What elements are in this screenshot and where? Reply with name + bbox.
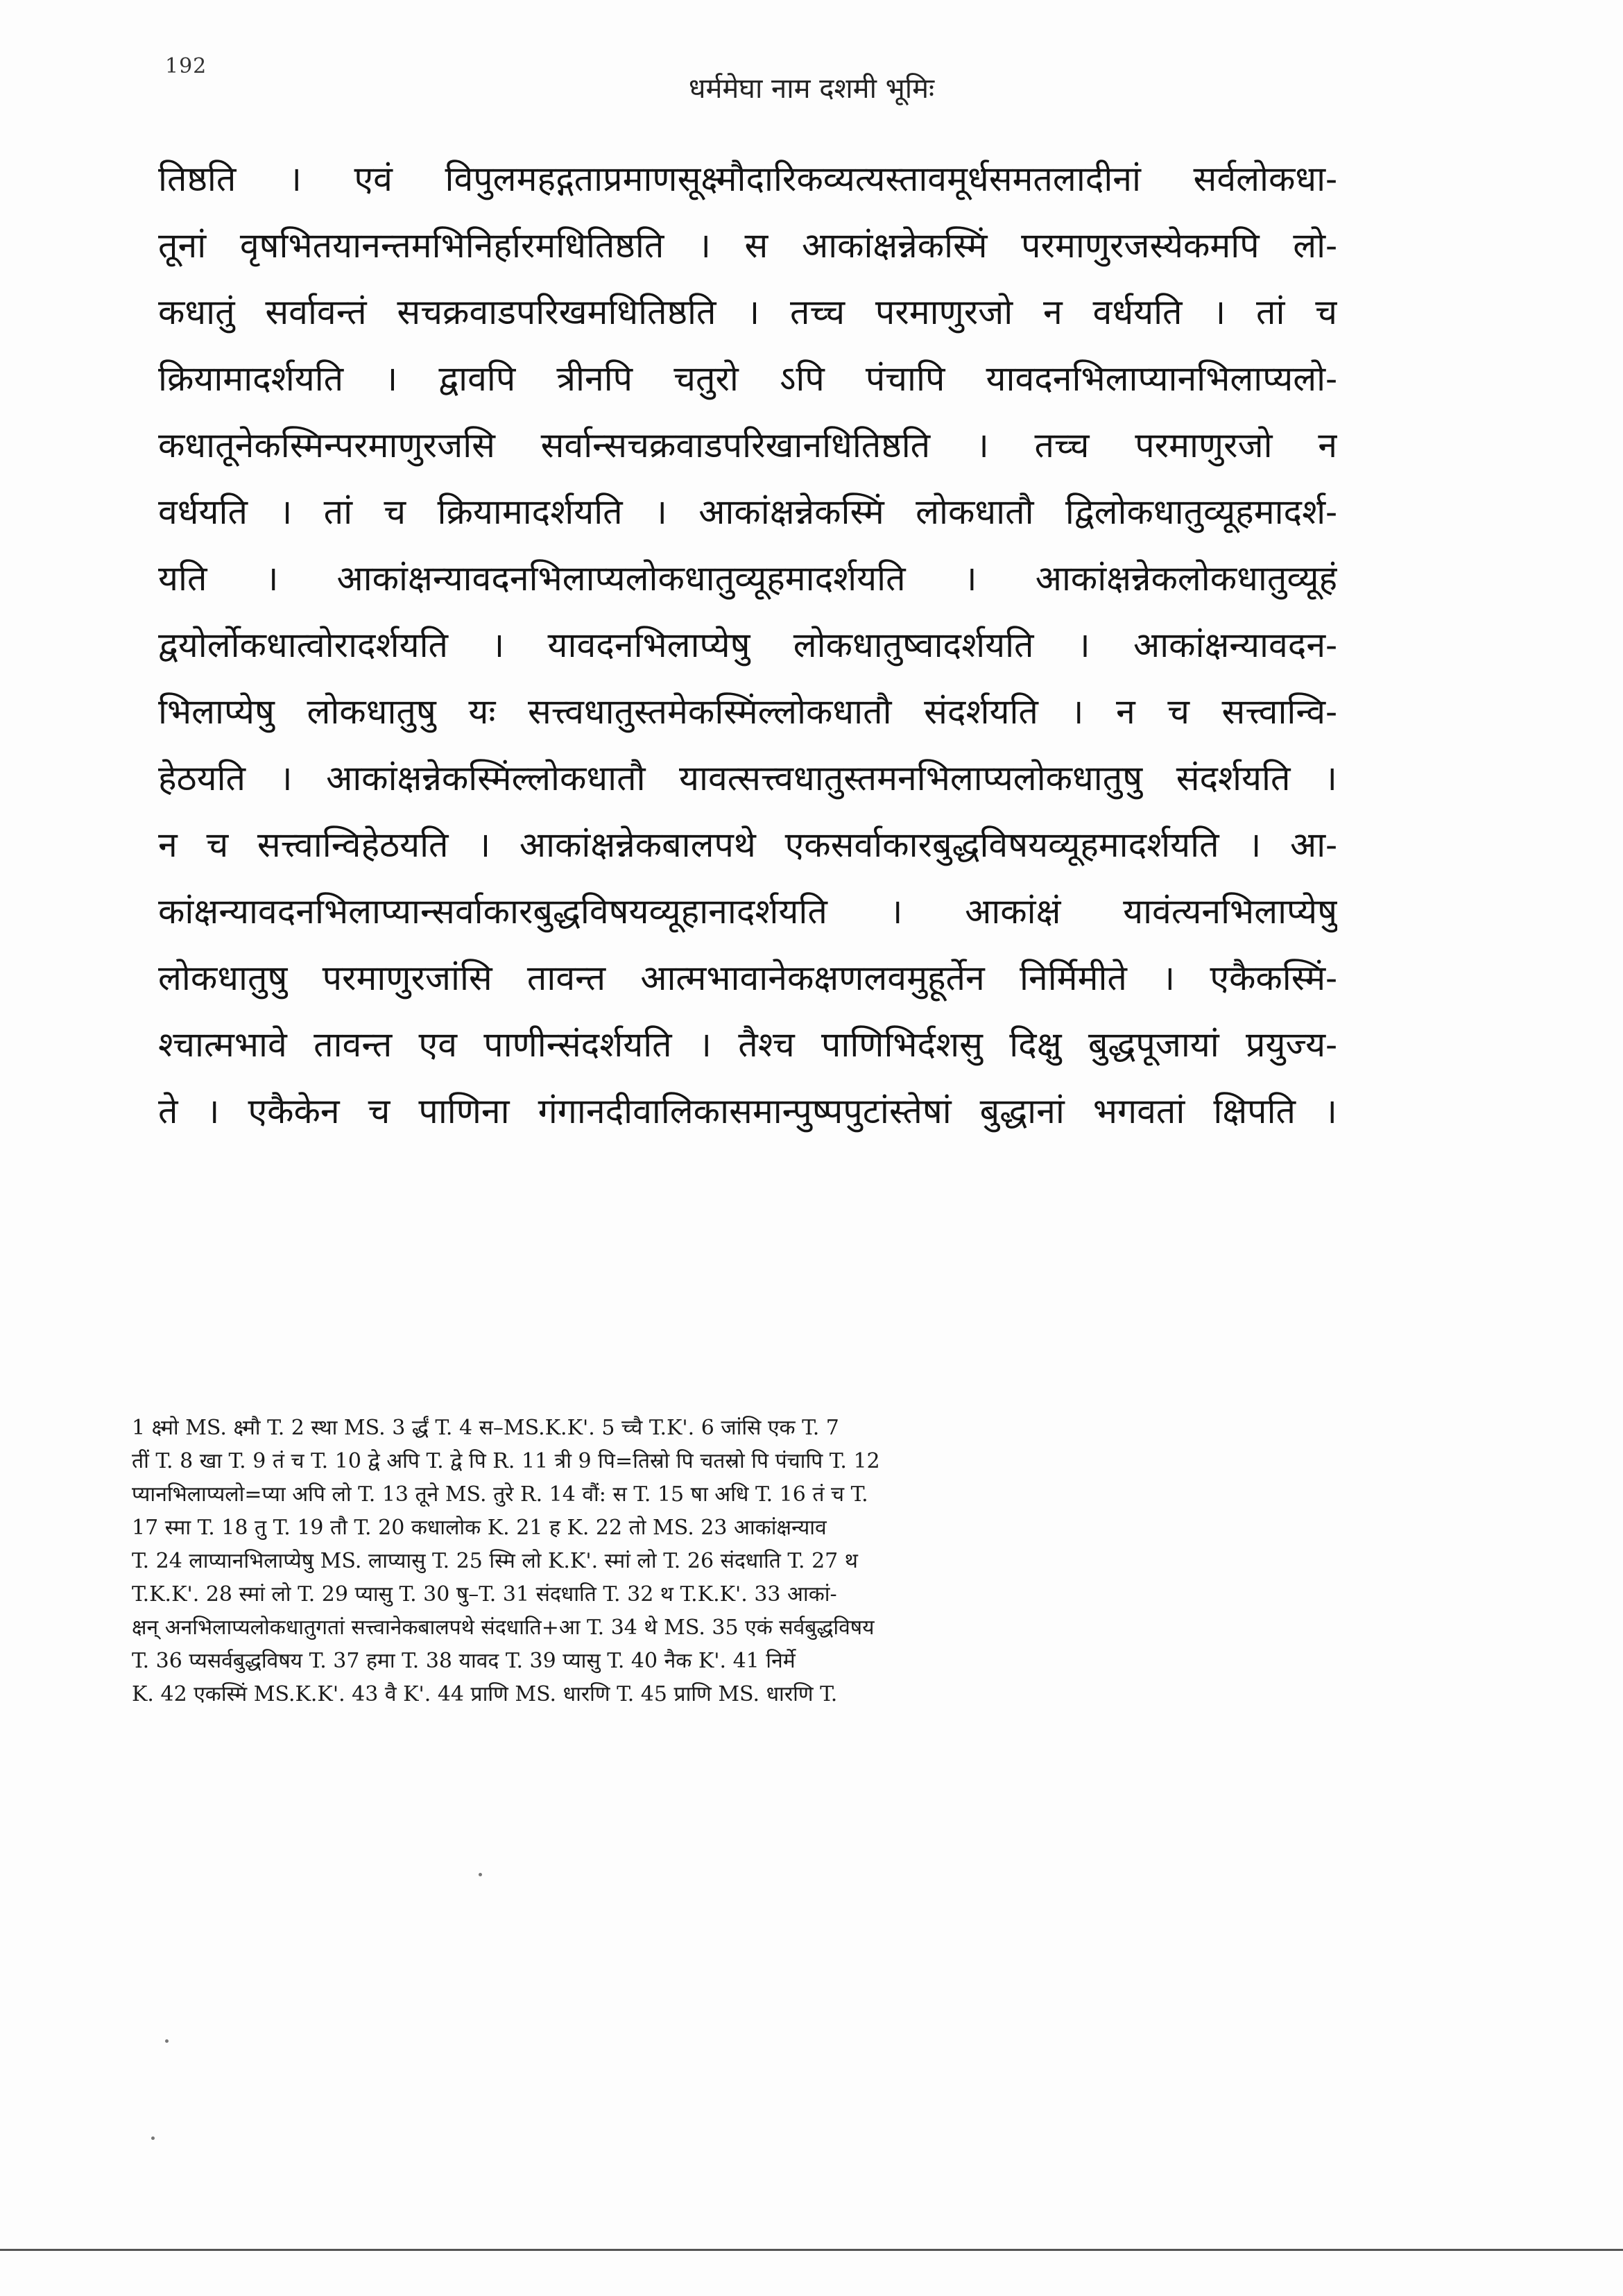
text-line: कधातूनेकस्मिन्परमाणुरजसि सर्वान्सचक्रवाडपरिखानधितिष्ठति । तच्च परमाणुरजो न xyxy=(158,425,1337,465)
bottom-rule xyxy=(0,2249,1623,2251)
text-line: वर्धयति । तां च क्रियामादर्शयति । आकांक्षन्नेकस्मिं लोकधातौ द्विलोकधातुव्यूहमादर्श- xyxy=(158,492,1337,532)
scan-speck xyxy=(479,1873,482,1876)
text-line: क्रियामादर्शयति । द्वावपि त्रीनपि चतुरो ऽपि पंचापि यावदनभिलाप्यानभिलाप्यलो- xyxy=(158,359,1337,399)
text-line: यति । आकांक्षन्यावदनभिलाप्यलोकधातुव्यूहमादर्शयति । आकांक्षन्नेकलोकधातुव्यूहं xyxy=(158,558,1337,599)
scan-speck xyxy=(151,2136,155,2140)
text-line: ते । एकैकेन च पाणिना गंगानदीवालिकासमान्पुष्पपुटांस्तेषां बुद्धानां भगवतां क्षिपति । xyxy=(158,1091,1337,1131)
footnote-line: प्यानभिलाप्यलो=प्या अपि लो T. 13 तूने MS. तुरे R. 14 वौं: स T. 15 षा अधि T. 16 तं च T. xyxy=(132,1482,868,1507)
footnote-line: क्षन् अनभिलाप्यलोकधातुगतां सत्त्वानेकबालपथे संदधाति+आ T. 34 थे MS. 35 एकं सर्वबुद्धविषय xyxy=(132,1616,875,1640)
text-line: कधातुं सर्वावन्तं सचक्रवाडपरिखमधितिष्ठति । तच्च परमाणुरजो न वर्धयति । तां च xyxy=(158,292,1337,332)
text-line: हेठयति । आकांक्षन्नेकस्मिंल्लोकधातौ यावत्सत्त्वधातुस्तमनभिलाप्यलोकधातुषु संदर्शयति । xyxy=(158,758,1337,798)
text-line: लोकधातुषु परमाणुरजांसि तावन्त आत्मभावानेकक्षणलवमुहूर्तेन निर्मिमीते । एकैकस्मिं- xyxy=(158,958,1337,998)
footnote-line: T. 24 लाप्यानभिलाप्येषु MS. लाप्यासु T. 25 स्मि लो K.K'. स्मां लो T. 26 संदधाति T. 27 थ xyxy=(132,1549,858,1573)
text-line: तिष्ठति । एवं विपुलमहद्गताप्रमाणसूक्ष्मौदारिकव्यत्यस्तावमूर्धसमतलादीनां सर्वलोकधा- xyxy=(158,159,1337,199)
page-number: 192 xyxy=(165,54,207,78)
main-text-block xyxy=(158,146,1337,1145)
text-line: कांक्षन्यावदनभिलाप्यान्सर्वाकारबुद्धविषयव्यूहानादर्शयति । आकांक्षं यावंत्यनभिलाप्येषु xyxy=(158,891,1337,932)
text-line: श्चात्मभावे तावन्त एव पाणीन्संदर्शयति । तैश्च पाणिभिर्दशसु दिक्षु बुद्धपूजायां प्रयुज्य- xyxy=(158,1025,1337,1065)
footnote-line: 1 क्ष्मो MS. क्ष्मौ T. 2 स्था MS. 3 र्द्धं T. 4 स–MS.K.K'. 5 च्चै T.K'. 6 जांसि एक T. 7 xyxy=(132,1416,839,1440)
footnote-line: T.K.K'. 28 स्मां लो T. 29 प्यासु T. 30 षु–T. 31 संदधाति T. 32 थ T.K.K'. 33 आकां- xyxy=(132,1582,837,1607)
footnotes-block xyxy=(132,1412,1339,1711)
scan-speck xyxy=(165,2039,169,2043)
text-line: तूनां वृषभितयानन्तमभिनिर्हारमधितिष्ठति । स आकांक्षन्नेकस्मिं परमाणुरजस्येकमपि लो- xyxy=(158,225,1337,266)
text-line: द्वयोर्लोकधात्वोरादर्शयति । यावदनभिलाप्येषु लोकधातुष्वादर्शयति । आकांक्षन्यावदन- xyxy=(158,625,1337,665)
footnote-line: T. 36 प्यसर्वबुद्धविषय T. 37 हमा T. 38 यावद T. 39 प्यासु T. 40 नैक K'. 41 निर्मे xyxy=(132,1649,796,1673)
text-line: भिलाप्येषु लोकधातुषु यः सत्त्वधातुस्तमेकस्मिंल्लोकधातौ संदर्शयति । न च सत्त्वान्वि- xyxy=(158,692,1337,732)
footnote-line: 17 स्मा T. 18 तु T. 19 तौ T. 20 कधालोक K. 21 ह K. 22 तो MS. 23 आकांक्षन्याव xyxy=(132,1516,827,1540)
running-head: धर्ममेघा नाम दशमी भूमिः xyxy=(688,73,935,105)
footnote-line: तीं T. 8 खा T. 9 तं च T. 10 द्वे अपि T. द्वे पि R. 11 त्री 9 पि=तिस्रो पि चतस्रो पि पंचापि T. 12 xyxy=(132,1449,880,1473)
footnote-line: K. 42 एकस्मिं MS.K.K'. 43 वै K'. 44 प्राणि MS. धारणि T. 45 प्राणि MS. धारणि T. xyxy=(132,1682,838,1706)
text-line: न च सत्त्वान्विहेठयति । आकांक्षन्नेकबालपथे एकसर्वाकारबुद्धविषयव्यूहमादर्शयति । आ- xyxy=(158,825,1337,865)
